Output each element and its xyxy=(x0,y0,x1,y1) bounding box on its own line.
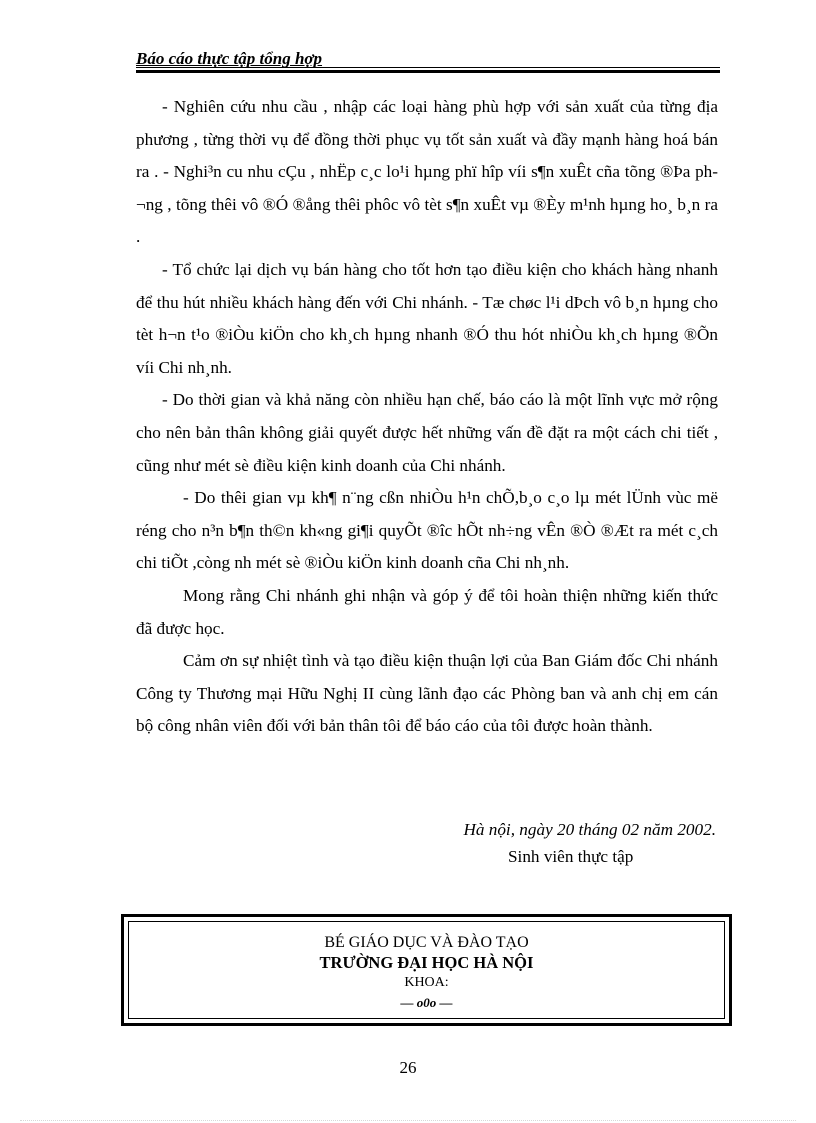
signature-block xyxy=(136,816,718,870)
header-rule-thick xyxy=(136,70,720,73)
paragraph-limitations-legacy-font: - Do thêi gian vµ kh¶ n¨ng cßn nhiÒu h¹n chÕ,b¸o c¸o lµ mét lÜnh vùc më réng cho n³n b¶n th©n kh«ng gi¶i quyÕt ®îc hÕt nh÷ng vÊn ®Ò ®Æt ra mét c¸ch chi tiÕt ,còng nh mét sè ®iÒu kiÖn kinh doanh cña Chi nh¸nh. xyxy=(136,488,718,573)
footer-dotted-rule xyxy=(20,1120,796,1121)
paragraph-hope: Mong rằng Chi nhánh ghi nhận và góp ý để tôi hoàn thiện những kiến thức đã được học. xyxy=(136,585,718,638)
page-number: 26 xyxy=(399,1058,417,1077)
faculty-label: KHOA: xyxy=(404,975,449,990)
ministry-name: BÉ GIÁO DỤC VÀ ĐÀO TẠO xyxy=(324,934,529,951)
header-rule-thin xyxy=(136,67,720,68)
paragraph-limitations: - Do thời gian và khả năng còn nhiều hạn chế, báo cáo là một lĩnh vực mở rộng cho nên bản thân không giải quyết được hết những vấn đề đặt ra một cách chi tiết , cũng như mét sè điều kiện kinh doanh của Chi nhánh. xyxy=(136,390,718,475)
cover-frame xyxy=(121,914,732,1026)
cover-frame-inner xyxy=(128,921,725,1019)
paragraph-thanks: Cảm ơn sự nhiệt tình và tạo điều kiện thuận lợi của Ban Giám đốc Chi nhánh Công ty Thương mại Hữu Nghị II cùng lãnh đạo các Phòng ban và anh chị em cán bộ công nhân viên đối với bản thân tôi để báo cáo của tôi được hoàn thành. xyxy=(136,651,718,736)
paragraph-research-needs: - Nghiên cứu nhu cầu , nhập các loại hàng phù hợp với sản xuất của từng địa phương , từng thời vụ để đồng thời phục vụ tốt sản xuất và đầy mạnh hàng hoá bán ra . - Nghi³n cu nhu cÇu , nhËp c¸c lo¹i hµng phï hîp víi s¶n xuÊt cña tõng ®Þa ph¬ng , tõng thêi vô ®Ó ®ång thêi phôc vô tèt s¶n xuÊt vµ ®Èy m¹nh hµng ho¸ b¸n ra . xyxy=(136,97,718,247)
ornament-divider: — o0o — xyxy=(400,995,453,1010)
report-body xyxy=(136,91,718,743)
university-name: TRƯỜNG ĐẠI HỌC HÀ NỘI xyxy=(319,953,534,972)
report-header-title: Báo cáo thực tập tổng hợp xyxy=(136,49,323,68)
signature-role: Sinh viên thực tập xyxy=(508,847,634,866)
paragraph-sales-service: - Tổ chức lại dịch vụ bán hàng cho tốt hơn tạo điều kiện cho khách hàng nhanh để thu hút nhiều khách hàng đến với Chi nhánh. - Tæ chøc l¹i dÞch vô b¸n hµng cho tèt h¬n t¹o ®iÒu kiÖn cho kh¸ch hµng nhanh ®Ó thu hót nhiÒu kh¸ch hµng ®Õn víi Chi nh¸nh. xyxy=(136,259,718,377)
signature-date: Hà nội, ngày 20 tháng 02 năm 2002. xyxy=(463,820,716,839)
